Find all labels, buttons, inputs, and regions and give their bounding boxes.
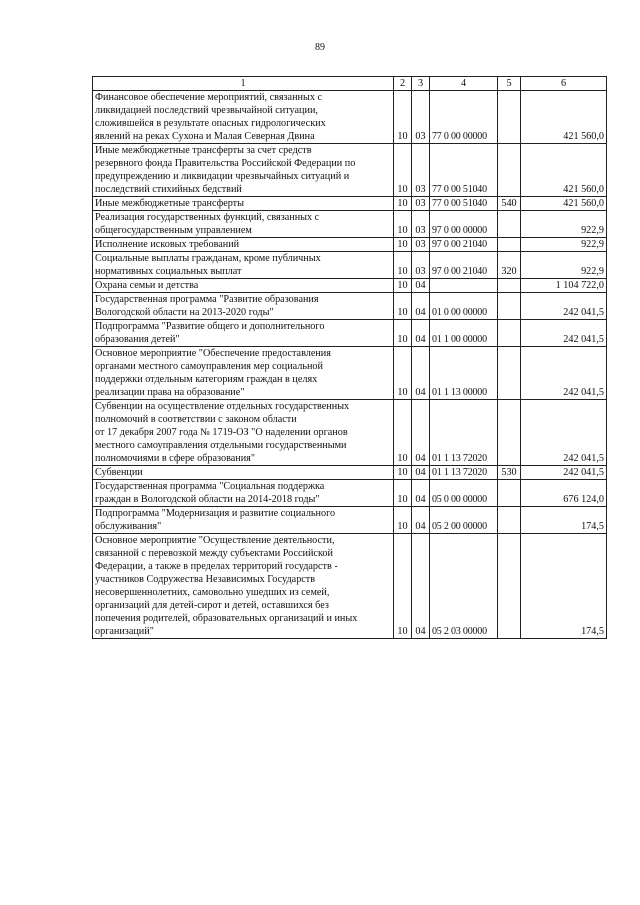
table-row [93,252,607,279]
row-name: Государственная программа "Социальная поддержка граждан в Вологодской области на 2014-2018 годы" [93,480,394,507]
row-expense-type [498,293,521,320]
row-target-code: 97 0 00 00000 [430,211,498,238]
table-row [93,320,607,347]
table-row [93,238,607,252]
row-amount: 922,9 [521,238,607,252]
row-target-code: 97 0 00 21040 [430,238,498,252]
row-amount: 242 041,5 [521,466,607,480]
table-row [93,211,607,238]
row-expense-type: 320 [498,252,521,279]
row-section: 10 [394,400,412,466]
row-name: Иные межбюджетные трансферты за счет средств резервного фонда Правительства Российской Федерации по предупреждению и ликвидации чрезвычайных ситуаций и последствий стихийных бедствий [93,144,394,197]
row-subsection: 04 [412,480,430,507]
row-name: Субвенции [93,466,394,480]
row-subsection: 03 [412,211,430,238]
row-amount: 676 124,0 [521,480,607,507]
page-number: 89 [315,42,325,53]
row-section: 10 [394,466,412,480]
table-row [93,507,607,534]
row-amount: 1 104 722,0 [521,279,607,293]
row-amount: 242 041,5 [521,400,607,466]
row-subsection: 04 [412,534,430,639]
row-subsection: 04 [412,400,430,466]
row-section: 10 [394,507,412,534]
row-subsection: 04 [412,293,430,320]
row-target-code: 05 2 03 00000 [430,534,498,639]
row-name: Государственная программа "Развитие образования Вологодской области на 2013-2020 годы" [93,293,394,320]
row-subsection: 03 [412,252,430,279]
row-section: 10 [394,347,412,400]
row-target-code: 01 1 13 72020 [430,400,498,466]
row-section: 10 [394,197,412,211]
row-amount: 421 560,0 [521,91,607,144]
row-expense-type [498,91,521,144]
row-name: Основное мероприятие "Осуществление деятельности, связанной с перевозкой между субъектами Российской Федерации, а также в пределах территорий государств - участников Содружества Независимых Государств несовершеннолетних, самовольно ушедших из семей, организаций для детей-сирот и детей, оставшихся без попечения родителей, образовательных организаций и иных организаций" [93,534,394,639]
row-subsection: 04 [412,279,430,293]
header-col-4: 4 [430,77,498,91]
row-name: Субвенции на осуществление отдельных государственных полномочий в соответствии с законом области от 17 декабря 2007 года № 1719-ОЗ "О наделении органов местного самоуправления отдельными государственными полномочиями в сфере образования" [93,400,394,466]
table-row [93,534,607,639]
table-row [93,480,607,507]
row-target-code: 01 0 00 00000 [430,293,498,320]
row-section: 10 [394,293,412,320]
table-row [93,466,607,480]
row-section: 10 [394,279,412,293]
table-row [93,91,607,144]
row-expense-type [498,400,521,466]
row-name: Подпрограмма "Модернизация и развитие социального обслуживания" [93,507,394,534]
row-amount: 174,5 [521,507,607,534]
row-subsection: 03 [412,91,430,144]
row-section: 10 [394,480,412,507]
row-section: 10 [394,238,412,252]
header-col-6: 6 [521,77,607,91]
row-name: Исполнение исковых требований [93,238,394,252]
row-subsection: 04 [412,347,430,400]
row-name: Социальные выплаты гражданам, кроме публичных нормативных социальных выплат [93,252,394,279]
row-target-code: 01 1 13 00000 [430,347,498,400]
row-target-code: 05 2 00 00000 [430,507,498,534]
row-expense-type: 540 [498,197,521,211]
row-expense-type [498,320,521,347]
row-name: Охрана семьи и детства [93,279,394,293]
row-expense-type [498,347,521,400]
row-name: Подпрограмма "Развитие общего и дополнительного образования детей" [93,320,394,347]
header-col-1: 1 [93,77,394,91]
table-header-row [93,77,607,91]
row-amount: 242 041,5 [521,320,607,347]
row-expense-type [498,279,521,293]
row-target-code: 77 0 00 51040 [430,197,498,211]
row-section: 10 [394,211,412,238]
row-expense-type [498,238,521,252]
row-section: 10 [394,144,412,197]
row-name: Основное мероприятие "Обеспечение предоставления органами местного самоуправления мер социальной поддержки отдельным категориям граждан в целях реализации права на образование" [93,347,394,400]
row-expense-type [498,507,521,534]
row-subsection: 03 [412,144,430,197]
row-target-code: 01 1 00 00000 [430,320,498,347]
row-expense-type [498,144,521,197]
row-target-code: 01 1 13 72020 [430,466,498,480]
row-section: 10 [394,320,412,347]
row-amount: 174,5 [521,534,607,639]
table-row [93,197,607,211]
table-row [93,400,607,466]
row-amount: 421 560,0 [521,197,607,211]
row-name: Реализация государственных функций, связанных с общегосударственным управлением [93,211,394,238]
budget-table [92,76,607,639]
header-col-2: 2 [394,77,412,91]
row-expense-type: 530 [498,466,521,480]
row-expense-type [498,211,521,238]
table-row [93,347,607,400]
table-row [93,293,607,320]
header-col-5: 5 [498,77,521,91]
row-subsection: 04 [412,466,430,480]
row-amount: 421 560,0 [521,144,607,197]
row-amount: 922,9 [521,252,607,279]
row-target-code: 77 0 00 51040 [430,144,498,197]
row-target-code: 97 0 00 21040 [430,252,498,279]
row-section: 10 [394,534,412,639]
header-col-3: 3 [412,77,430,91]
row-amount: 922,9 [521,211,607,238]
row-subsection: 03 [412,197,430,211]
table-row [93,279,607,293]
table-row [93,144,607,197]
row-target-code [430,279,498,293]
row-section: 10 [394,252,412,279]
row-amount: 242 041,5 [521,347,607,400]
row-expense-type [498,480,521,507]
row-amount: 242 041,5 [521,293,607,320]
row-name: Иные межбюджетные трансферты [93,197,394,211]
row-expense-type [498,534,521,639]
row-subsection: 03 [412,238,430,252]
row-name: Финансовое обеспечение мероприятий, связанных с ликвидацией последствий чрезвычайной ситуации, сложившейся в результате опасных гидрологических явлений на реках Сухона и Малая Северная Двина [93,91,394,144]
row-target-code: 77 0 00 00000 [430,91,498,144]
row-section: 10 [394,91,412,144]
row-target-code: 05 0 00 00000 [430,480,498,507]
row-subsection: 04 [412,507,430,534]
row-subsection: 04 [412,320,430,347]
